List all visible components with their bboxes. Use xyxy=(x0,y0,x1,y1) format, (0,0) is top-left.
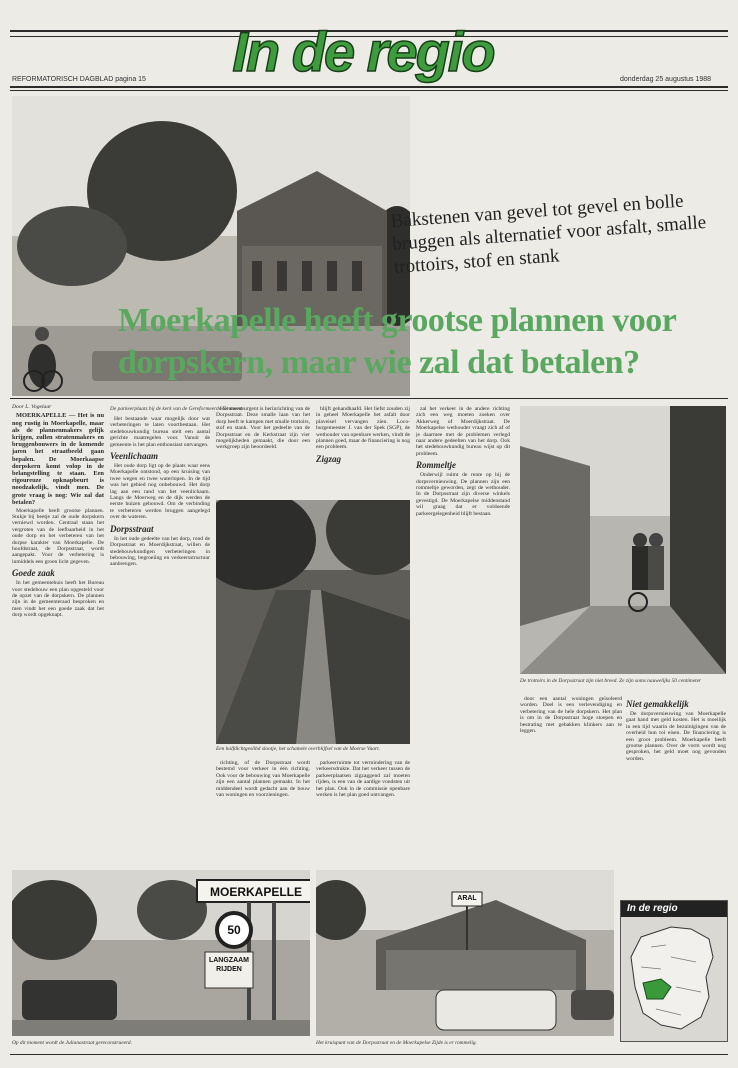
headline-line-2: dorpskern, maar wie zal dat betalen? xyxy=(118,344,640,381)
column-4-paragraph-2: parkeerruimte tot vermindering van de verkeersdrukte. Dat het verkeer tussen de parkeerplaatsen zigzaggend zal moeten rijden, is een van de aardige vondsten uit het plan. Ook in de commissie openbare werken is het plan goed ontvangen. xyxy=(316,760,410,799)
paper-page-label: REFORMATORISCH DAGBLAD pagina 15 xyxy=(12,76,146,83)
heading-dorpsstraat: Dorpsstraat xyxy=(110,523,154,534)
byline: Door L. Vogelaar xyxy=(12,404,52,410)
caption-top-photo: De parkeerplaats bij de kerk van de Gereformeerde Gemeente. xyxy=(110,406,246,412)
article-column-7 xyxy=(626,696,726,856)
section-title: In de regio xyxy=(232,20,494,83)
heading-zigzag: Zigzag xyxy=(316,453,342,464)
heading-veenlichaam: Veenlichaam xyxy=(110,451,159,462)
header-bottom-rule xyxy=(10,86,728,88)
column-5-paragraph: zal het verkeer in de andere richting zich een weg moeten zoeken over Akkerweg of Moerdijkstraat. De Moerkapelse wethouder vraagt zich af of je daarmee met de problemen verlegd naar andere gedeelten van het dorp. Ook het stedebouwkundig bureau wijst op dit probleem. xyxy=(416,406,510,457)
caption-bottom-left: Op dit moment wordt de Julianastraat gereconstrueerd. xyxy=(12,1040,132,1046)
column-2-paragraph-2: Het oude dorp ligt op de plaats waar eens Moerkapelle ontstond, op een kruising van twee wegen en twee waterlopen. In de tijd was het gebied nog onbebouwd. Het dorp lag aan een rand van het veenlichaam. Langs de Moerweg en de dijk werden de eerste huizen gebouwd. Om de verbinding te verbeteren werden bruggen aangelegd over de wateren. xyxy=(110,463,210,521)
article-subhead: Bakstenen van gevel tot gevel en bolle bruggen als alternatief voor asfalt, smalle trottoirs, stof en stank xyxy=(390,190,707,278)
article-column-6 xyxy=(520,696,622,856)
caption-middle-photo: Een halfdichtgeslibd slootje, het schamele overblijfsel van de Moerse Vaart. xyxy=(216,746,380,752)
column-1-paragraph-2: In het gemeentehuis heeft het Bureau voor stedebouw een plan opgesteld voor de opzet van de dorpskern. De plannen zijn in de gemeenteraad besproken en men vindt het een goede zaak dat het dorp wordt opgeknapt. xyxy=(12,580,104,619)
village-sign-text: MOERKAPELLE xyxy=(209,885,302,899)
bottom-rule xyxy=(10,1054,728,1055)
column-4-paragraph: hlijft gehandhaafd. Het liefst zouden zij in geheel Moerkapelle het asfalt door plaveisel vervangen zien. Loco-burgemeester J. van der Spek (SGP), de wethouder van openbare werken, vindt de plannen goed, maar de financiering is nog een probleem. xyxy=(316,406,410,451)
heading-niet-gemakkelijk: Niet gemakkelijk xyxy=(626,699,689,709)
heading-rommeltje: Rommeltje xyxy=(416,460,456,471)
column-2-paragraph: Het bestaande waar mogelijk door wat verbeteringen te laten voortbestaan. Het stedebouwkundig bureau stelt een aantal gerichte maatregelen voor. Vanuit de gemeente is het plan enthousiast ontvangen. xyxy=(110,416,210,448)
aral-sign-text: ARAL xyxy=(457,895,477,902)
column-2-paragraph-3: In het oude gedeelte van het dorp, rond de Dorpsstraat en Moerdijkstraat, willen de stedebouwkundigen verbeteringen in bebouwing, begroeiing en verkeersstructuur aanbrengen. xyxy=(110,535,210,568)
column-7-paragraph: De dorpsvernieuwing van Moerkapelle gaat hand met geld kosten. Het is moeilijk in een tijd waarin de bezuinigingen van de overheid hun tol eisen. De financiering is een groot probleem. Moerkapelle heeft grootse plannen. Over de vorm wordt nog gesproken, het geld moet nog gevonden worden. xyxy=(626,711,726,762)
street-sign-text: LANGZAAM RIJDEN xyxy=(208,957,250,973)
article-column-5 xyxy=(416,406,510,866)
caption-right-photo: De trottoirs in de Dorpsstraat zijn niet breed. Ze zijn soms nauwelijks 50 centimeter xyxy=(520,678,702,684)
in-de-regio-map xyxy=(620,900,728,1042)
column-3-paragraph-2: richting, of de Dorpsstraat wordt bestemd voor verkeer in één richting. Ook voor de bebouwing van Moerkapelle zijn een aantal plannen gemaakt. In het middendeel wordt gedacht aan de bouw van woningen en voorzieningen. xyxy=(216,760,310,799)
date-label: donderdag 25 augustus 1988 xyxy=(620,76,712,83)
photo-ditch xyxy=(216,500,410,744)
map-title: In de regio xyxy=(621,901,727,917)
photo-sidewalk xyxy=(520,406,726,674)
article-column-4 xyxy=(316,406,410,496)
column-6-paragraph: door een aantal woningen geïsoleerd worden. Doel is een verlevendiging en verbetering van de hele dorpskern. Het plan is om in de Dorpsstraat hoge stoepen en bestrating met gebakken klinkers aan te leggen. xyxy=(520,696,622,735)
photo-crossroads xyxy=(316,870,614,1036)
article-column-3b xyxy=(216,760,310,866)
headline-bottom-rule xyxy=(10,398,728,399)
column-5-paragraph-2: Onderwijl ruimt de rente op bij de dorpsvernieuwing. De plannen zijn een rommeltje geworden, zegt de wethouder. In de Dorpsstraat zijn diverse winkels gevestigd. De Moerkapelse middenstand wil graag dat er voldoende parkeergelegenheid blijft bestaan. xyxy=(416,472,510,517)
caption-bottom-right: Het kruispunt van de Dorpsstraat en de Moerkapelse Zijde is er rommelig. xyxy=(316,1040,477,1046)
column-1-paragraph: Moerkapelle heeft grootse plannen. Stukje bij beetje zal de oude dorpskern verniewd worden. Centraal staan het vergroten van de leefbaarheid in het oude dorp en het verbeteren van het dorpse karakter van Moerkapelle. De hoofdstraat, de Dorpsstraat, wordt aangepakt. Voor de verbetering is inmiddels een groen licht gegeven. xyxy=(12,507,104,565)
header-bottom-rule-thin xyxy=(10,90,728,91)
article-column-3 xyxy=(216,406,310,496)
heading-goede-zaak: Goede zaak xyxy=(12,568,55,579)
column-3-paragraph: Het meest urgent is herinrichting van de Dorpsstraat. Deze smalle laan van het dorp heeft te kampen met smalle trottoirs, stof en stank. Voor het gedeelte van de Dorpsstraat en de Kerkstraat zijn vier mogelijkheden gemaakt, die door een werkgroep zijn beoordeeld. xyxy=(216,406,310,451)
photo-village-sign xyxy=(12,870,310,1036)
speed-sign-text: 50 xyxy=(227,923,241,937)
article-column-4b xyxy=(316,760,410,866)
article-column-2 xyxy=(110,416,210,866)
headline-line-1: Moerkapelle heeft grootse plannen voor xyxy=(118,302,677,339)
article-lead: MOERKAPELLE — Het is nu nog rustig in Moerkapelle, maar als de plannenmakers gelijk krijgen, zullen stratenmakers en bruggenbouwers in de komende jaren het straatbeeld gaan bepalen. De Moerkaapse dorpskern komt volop in de belangstelling te staan. Een rigoureuze opknapbeurt is noodzakelijk, vindt men. De grote vraag is nog: Wie zal dat betalen? xyxy=(12,412,104,506)
